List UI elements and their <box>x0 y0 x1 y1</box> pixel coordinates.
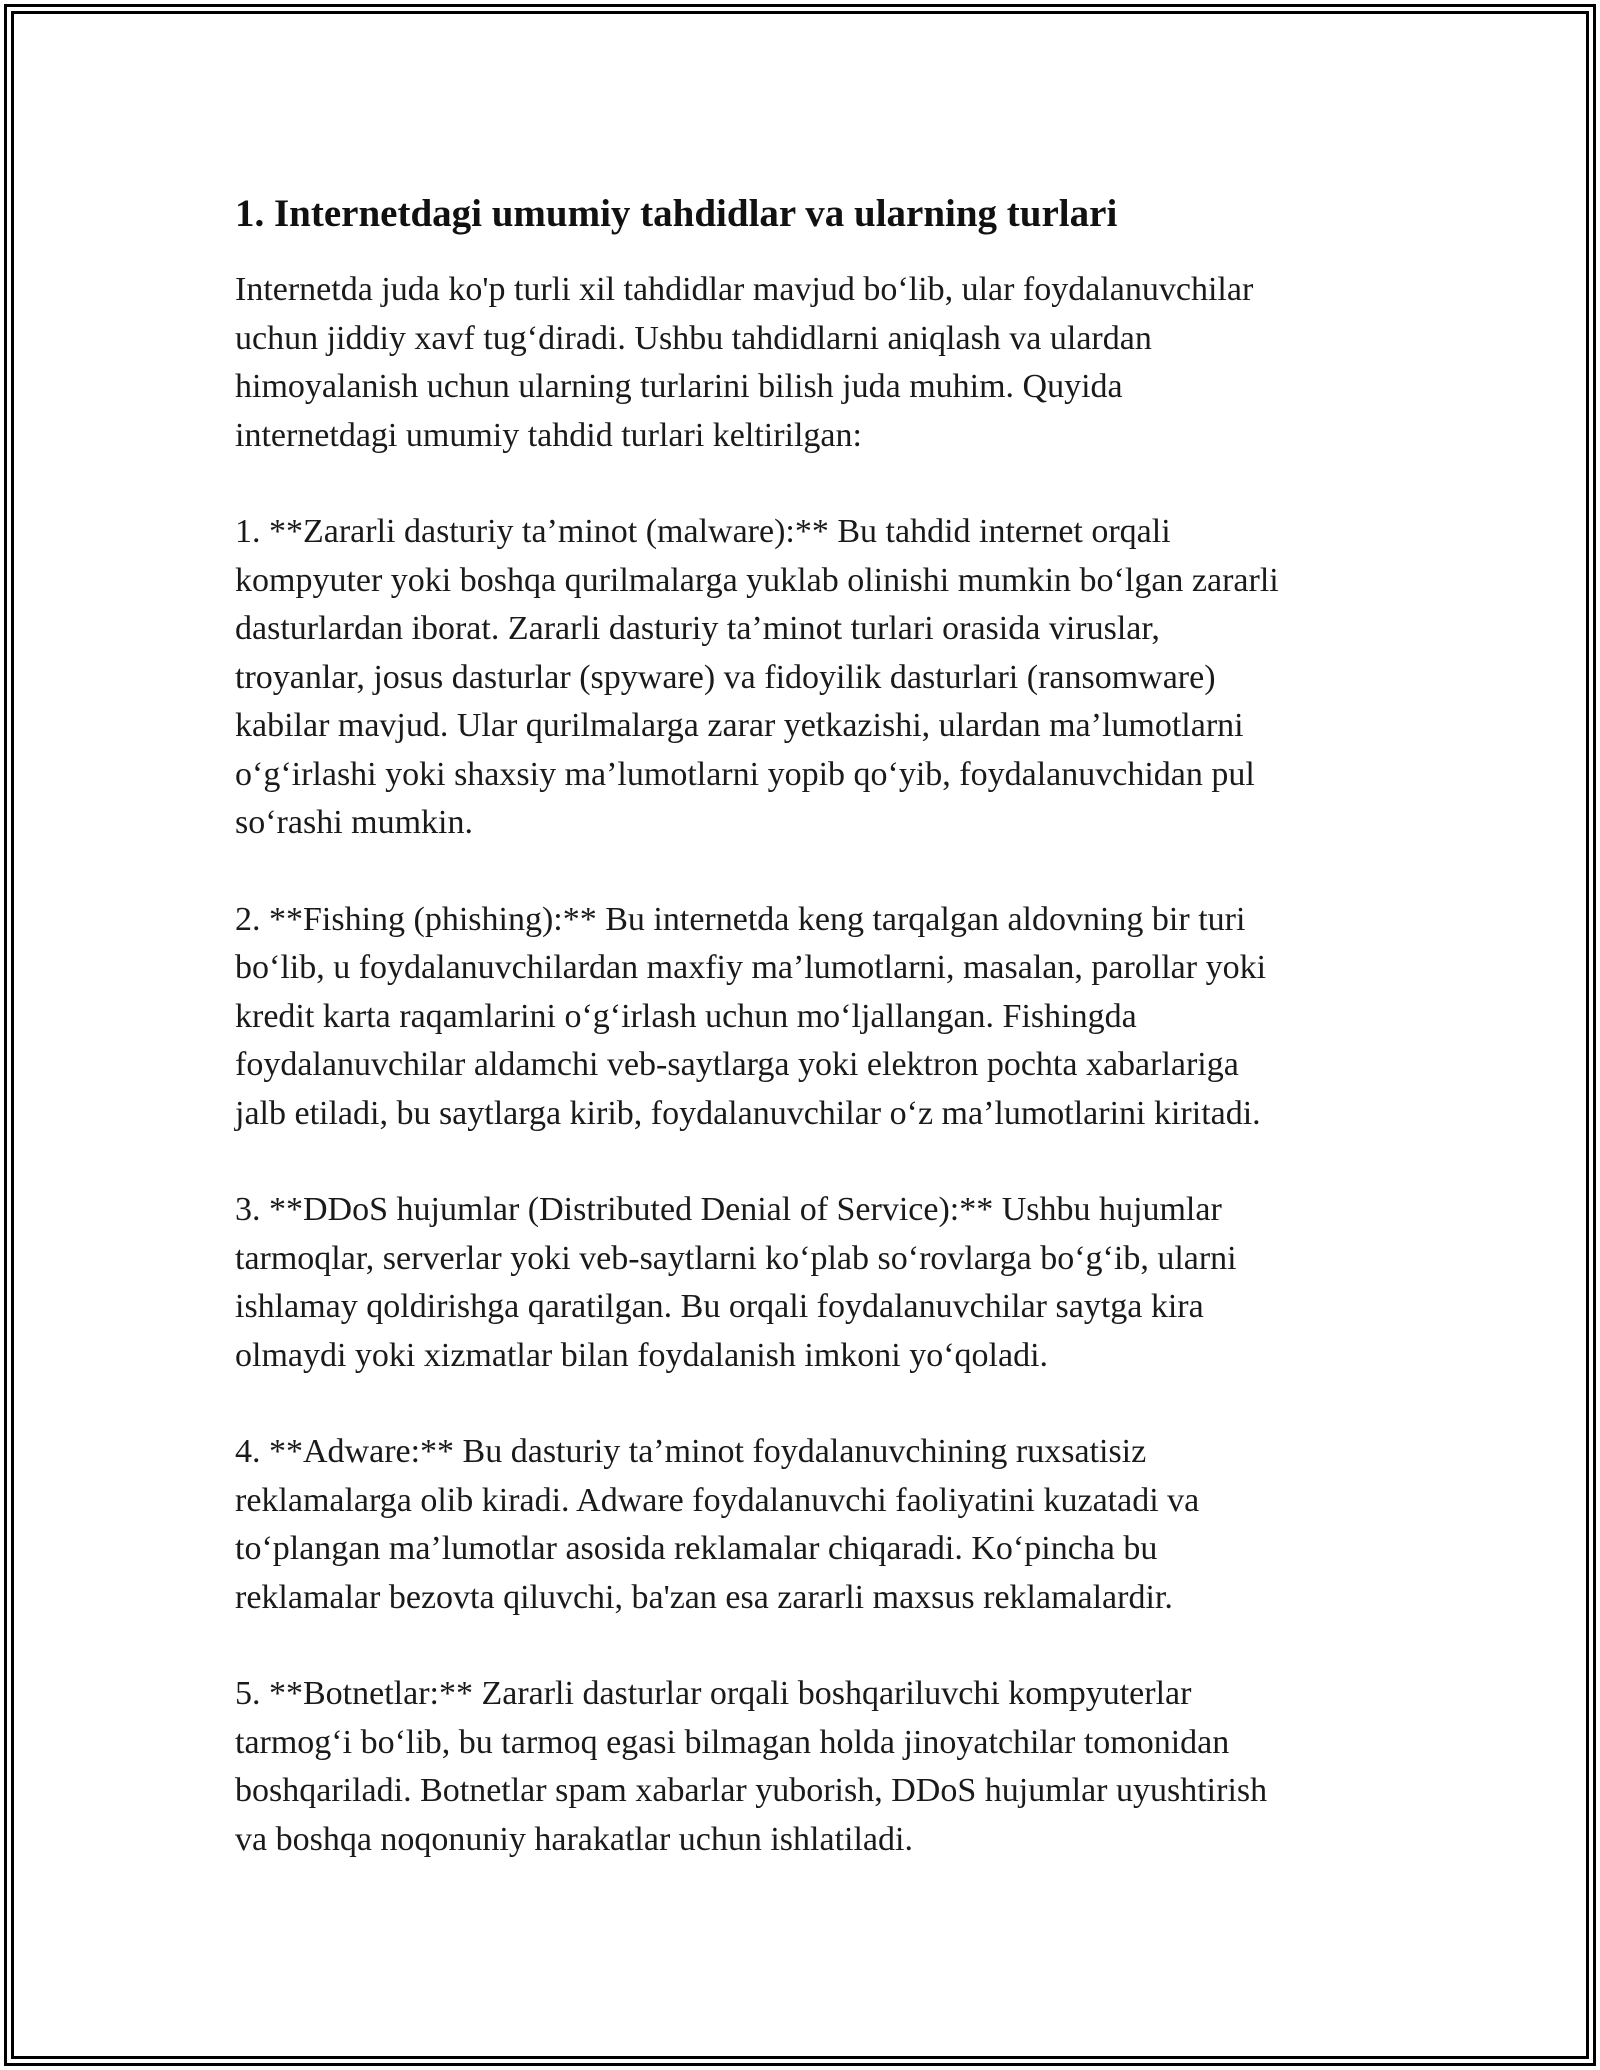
paragraph-adware: 4. **Adware:** Bu dasturiy ta’minot foydalanuvchining ruxsatisiz reklamalarga olib kiradi. Adware foydalanuvchi faoliyatini kuzatadi va to‘plangan ma’lumotlar asosida reklamalar chiqaradi. Ko‘pincha bu reklamalar bezovta qiluvchi, ba'zan esa zararli maxsus reklamalardir. <box>235 1433 1200 1616</box>
paragraph-ddos: 3. **DDoS hujumlar (Distributed Denial of Service):** Ushbu hujumlar tarmoqlar, serverlar yoki veb-saytlarni ko‘plab so‘rovlarga bo‘g‘ib, ularni ishlamay qoldirishga qaratilgan. Bu orqali foydalanuvchilar saytga kira olmaydi yoki xizmatlar bilan foydalanish imkoni yo‘qoladi. <box>235 1191 1237 1374</box>
document-body <box>235 186 1375 1912</box>
section-heading: 1. Internetdagi umumiy tahdidlar va ularning turlari <box>235 192 1118 235</box>
intro-paragraph: Internetda juda ko'p turli xil tahdidlar mavjud bo‘lib, ular foydalanuvchilar uchun jiddiy xavf tug‘diradi. Ushbu tahdidlarni aniqlash va ulardan himoyalanish uchun ularning turlarini bilish juda muhim. Quyida internetdagi umumiy tahdid turlari keltirilgan: <box>235 271 1254 454</box>
paragraph-botnets: 5. **Botnetlar:** Zararli dasturlar orqali boshqariluvchi kompyuterlar tarmog‘i bo‘lib, bu tarmoq egasi bilmagan holda jinoyatchilar tomonidan boshqariladi. Botnetlar spam xabarlar yuborish, DDoS hujumlar uyushtirish va boshqa noqonuniy harakatlar uchun ishlatiladi. <box>235 1675 1268 1858</box>
paragraph-phishing: 2. **Fishing (phishing):** Bu internetda keng tarqalgan aldovning bir turi bo‘lib, u foydalanuvchilardan maxfiy ma’lumotlarni, masalan, parollar yoki kredit karta raqamlarini o‘g‘irlash uchun mo‘ljallangan. Fishingda foydalanuvchilar aldamchi veb-saytlarga yoki elektron pochta xabarlariga jalb etiladi, bu saytlarga kirib, foydalanuvchilar o‘z ma’lumotlarini kiritadi. <box>235 900 1267 1132</box>
paragraph-malware: 1. **Zararli dasturiy ta’minot (malware):** Bu tahdid internet orqali kompyuter yoki boshqa qurilmalarga yuklab olinishi mumkin bo‘lgan zararli dasturlardan iborat. Zararli dasturiy ta’minot turlari orasida viruslar, troyanlar, josus dasturlar (spyware) va fidoyilik dasturlari (ransomware) kabilar mavjud. Ular qurilmalarga zarar yetkazishi, ulardan ma’lumotlarni o‘g‘irlashi yoki shaxsiy ma’lumotlarni yopib qo‘yib, foydalanuvchidan pul so‘rashi mumkin. <box>235 513 1279 841</box>
